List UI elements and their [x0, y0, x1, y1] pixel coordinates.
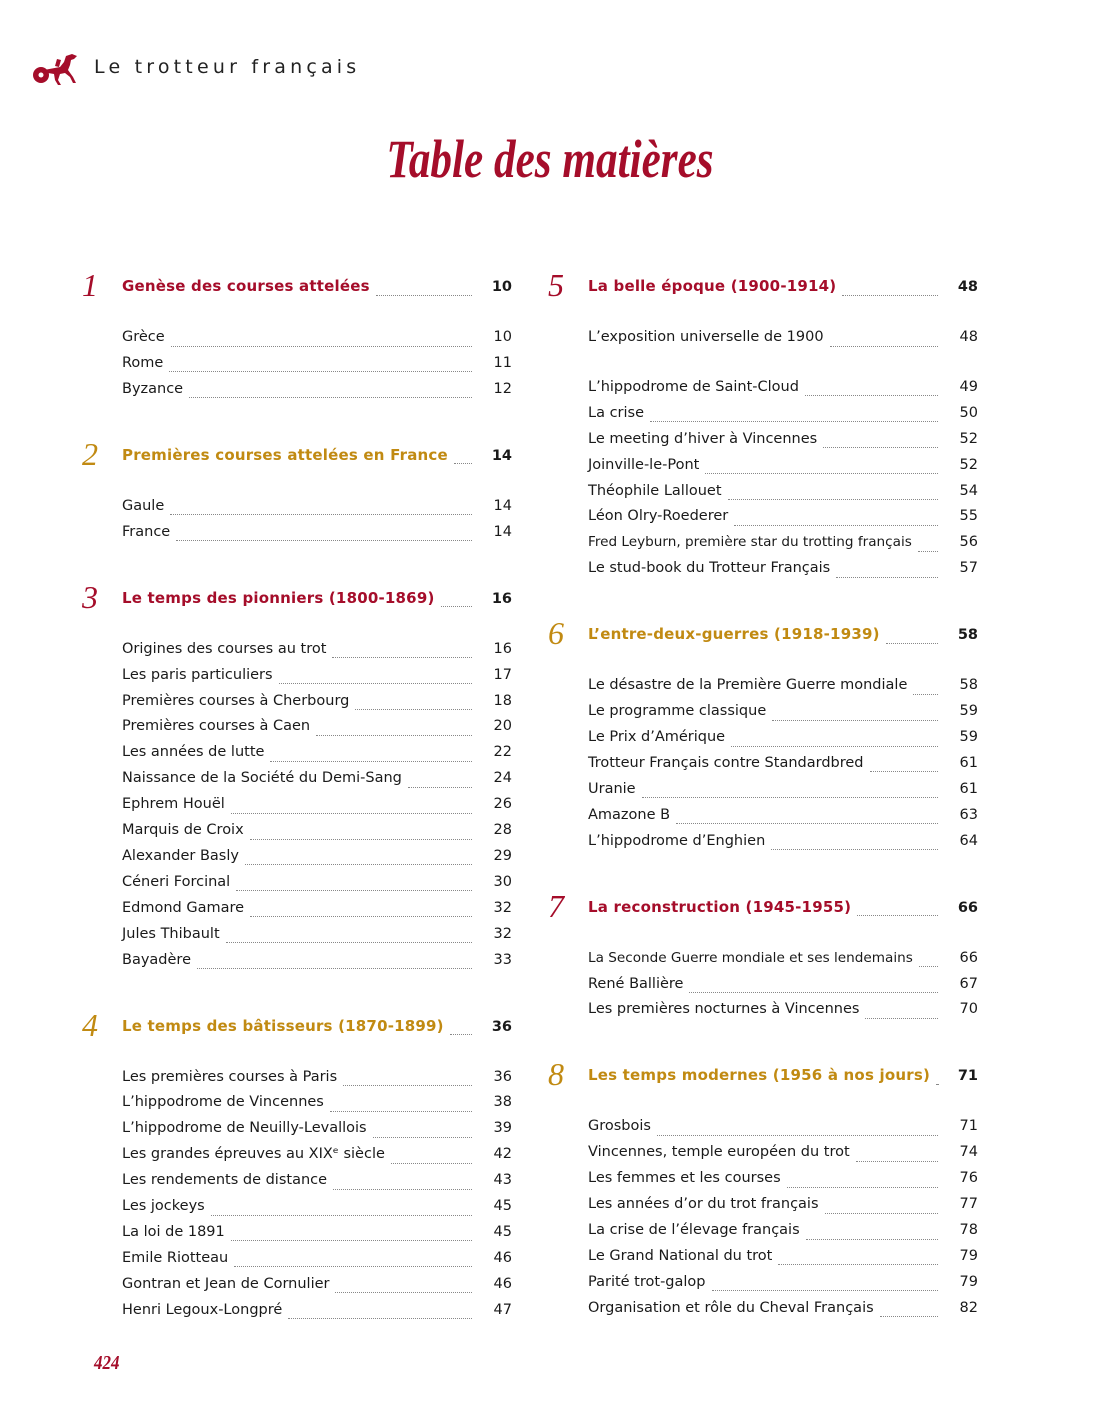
- toc-entry[interactable]: [588, 506, 978, 530]
- entry-title: La crise de l’élevage français: [588, 1222, 800, 1238]
- toc-entry[interactable]: [588, 1168, 978, 1192]
- entry-page-number: 29: [493, 847, 512, 864]
- dot-leader: [279, 673, 472, 684]
- entry-page-number: 77: [959, 1196, 978, 1213]
- dot-leader: [343, 1075, 472, 1086]
- entry-title: Organisation et rôle du Cheval Français: [588, 1299, 874, 1316]
- entry-title: Bayadère: [122, 951, 191, 968]
- dot-leader: [778, 1254, 938, 1265]
- dot-leader: [236, 880, 472, 891]
- toc-entry[interactable]: [122, 1067, 512, 1091]
- entry-page-number: 32: [493, 925, 512, 942]
- dot-leader: [865, 1008, 938, 1019]
- entry-page-number: 39: [493, 1120, 512, 1137]
- dot-leader: [189, 387, 472, 398]
- toc-entry[interactable]: [122, 639, 512, 663]
- chapter-page-number: 10: [491, 279, 512, 295]
- toc-entry[interactable]: [588, 805, 978, 829]
- toc-entry[interactable]: [588, 1246, 978, 1270]
- entry-page-number: 82: [959, 1299, 978, 1316]
- toc-entry[interactable]: [122, 1222, 512, 1246]
- toc-entry[interactable]: [122, 327, 512, 351]
- trotter-sulky-logo-icon: [30, 50, 90, 88]
- toc-entry[interactable]: [588, 1194, 978, 1218]
- chapter-number: 7: [548, 887, 564, 924]
- chapter-heading[interactable]: [548, 1056, 978, 1093]
- page-number: 424: [94, 1352, 120, 1374]
- dot-leader: [288, 1308, 472, 1319]
- entry-page-number: 30: [493, 873, 512, 890]
- entry-page-number: 55: [959, 508, 978, 525]
- entry-title: La Seconde Guerre mondiale et ses lendemains: [588, 949, 913, 966]
- entry-page-number: 18: [493, 692, 512, 709]
- dot-leader: [250, 906, 472, 917]
- entry-page-number: 71: [959, 1118, 978, 1135]
- entry-page-number: 14: [493, 523, 512, 540]
- dot-leader: [657, 1125, 938, 1136]
- chapter-title: Genèse des courses attelées: [122, 277, 370, 295]
- entry-page-number: 59: [959, 703, 978, 720]
- entry-page-number: 63: [959, 806, 978, 823]
- dot-leader: [231, 803, 472, 814]
- dot-leader: [197, 958, 472, 969]
- toc-entry[interactable]: [122, 1092, 512, 1116]
- toc-entry[interactable]: [122, 820, 512, 844]
- dot-leader: [842, 285, 938, 296]
- chapter-heading[interactable]: [82, 1006, 512, 1043]
- entry-title: Les rendements de distance: [122, 1172, 328, 1189]
- dot-leader: [728, 489, 938, 500]
- entry-title: Origines des courses au trot: [122, 640, 327, 657]
- dot-leader: [772, 710, 938, 721]
- entry-title: L’hippodrome de Neuilly-Levallois: [122, 1120, 367, 1137]
- toc-entry[interactable]: [588, 558, 978, 582]
- dot-leader: [335, 1282, 472, 1293]
- dot-leader: [330, 1101, 472, 1112]
- dot-leader: [880, 1306, 938, 1317]
- entry-page-number: 61: [959, 754, 978, 771]
- chapter-page-number: 66: [957, 899, 978, 916]
- entry-page-number: 67: [959, 975, 978, 992]
- toc-entry[interactable]: [588, 1116, 978, 1140]
- entry-page-number: 52: [959, 430, 978, 447]
- dot-leader: [870, 761, 939, 772]
- toc-entry[interactable]: [122, 1170, 512, 1194]
- dot-leader: [441, 596, 472, 607]
- entry-page-number: 50: [959, 404, 978, 421]
- dot-leader: [857, 905, 938, 916]
- entry-page-number: 56: [959, 534, 978, 551]
- entry-title: Premières courses à Cherbourg: [122, 692, 350, 709]
- entry-title: Emile Riotteau: [122, 1249, 229, 1266]
- chapter-title: La belle époque (1900-1914): [588, 277, 837, 295]
- entry-page-number: 64: [959, 832, 978, 849]
- dot-leader: [836, 567, 938, 578]
- chapter-heading[interactable]: [82, 435, 512, 472]
- toc-entry[interactable]: [588, 1272, 978, 1296]
- dot-leader: [170, 504, 472, 515]
- entry-page-number: 48: [959, 329, 978, 345]
- entry-page-number: 45: [493, 1198, 512, 1214]
- entry-page-number: 42: [493, 1146, 512, 1163]
- entry-page-number: 54: [959, 482, 978, 499]
- entry-title: René Ballière: [588, 975, 684, 992]
- entry-page-number: 52: [959, 456, 978, 473]
- toc-entry[interactable]: [122, 379, 512, 403]
- entry-title: Alexander Basly: [122, 847, 239, 864]
- toc-entry[interactable]: [588, 403, 978, 427]
- entry-page-number: 79: [959, 1247, 978, 1264]
- entry-page-number: 22: [493, 744, 512, 761]
- dot-leader: [454, 453, 472, 464]
- entry-title: Le désastre de la Première Guerre mondiale: [588, 677, 908, 694]
- dot-leader: [823, 437, 938, 448]
- dot-leader: [642, 787, 938, 798]
- toc-entry[interactable]: [122, 522, 512, 546]
- entry-page-number: 38: [493, 1094, 512, 1111]
- entry-page-number: 74: [959, 1144, 978, 1161]
- chapter-page-number: 58: [957, 627, 978, 644]
- dot-leader: [211, 1205, 472, 1216]
- toc-entry[interactable]: [588, 455, 978, 479]
- toc-entry[interactable]: [588, 1298, 978, 1322]
- dot-leader: [830, 336, 938, 347]
- toc-entry[interactable]: [588, 779, 978, 803]
- toc-entry[interactable]: [588, 1220, 978, 1244]
- entry-title: Henri Legoux-Longpré: [122, 1301, 283, 1318]
- entry-page-number: 76: [959, 1170, 978, 1187]
- chapter-page-number: 14: [491, 447, 512, 464]
- chapter-page-number: 36: [491, 1018, 512, 1035]
- entry-page-number: 10: [493, 329, 512, 345]
- toc-entry[interactable]: [122, 794, 512, 818]
- entry-title: Ephrem Houël: [122, 796, 225, 813]
- entry-title: Les premières courses à Paris: [122, 1068, 338, 1085]
- toc-entry[interactable]: [122, 1196, 512, 1220]
- dot-leader: [806, 1229, 938, 1240]
- chapter-title: Premières courses attelées en France: [122, 445, 448, 464]
- dot-leader: [391, 1153, 472, 1164]
- entry-title: L’hippodrome de Vincennes: [122, 1094, 324, 1111]
- entry-page-number: 70: [959, 1001, 978, 1018]
- chapter-number: 1: [82, 267, 98, 303]
- book-title: Le trotteur français: [94, 56, 361, 78]
- entry-page-number: 24: [493, 770, 512, 787]
- toc-entry[interactable]: [588, 727, 978, 751]
- entry-title: Gontran et Jean de Cornulier: [122, 1275, 330, 1292]
- dot-leader: [231, 1230, 472, 1241]
- entry-title: Rome: [122, 354, 164, 371]
- dot-leader: [250, 829, 472, 840]
- entry-title: Grosbois: [588, 1118, 651, 1135]
- entry-title: Joinville-le-Pont: [588, 456, 700, 473]
- chapter-title: Les temps modernes (1956 à nos jours): [588, 1066, 930, 1085]
- entry-page-number: 57: [959, 560, 978, 577]
- dot-leader: [856, 1151, 938, 1162]
- entry-title: France: [122, 523, 171, 540]
- toc-entry[interactable]: [122, 742, 512, 766]
- toc-entry[interactable]: [122, 924, 512, 948]
- toc-entry[interactable]: [122, 1248, 512, 1272]
- dot-leader: [771, 839, 938, 850]
- toc-entry[interactable]: [588, 429, 978, 453]
- entry-page-number: 14: [493, 497, 512, 514]
- toc-entry[interactable]: [588, 948, 978, 972]
- toc-entry[interactable]: [122, 496, 512, 520]
- toc-entry[interactable]: [588, 377, 978, 401]
- toc-entry[interactable]: [122, 1300, 512, 1324]
- chapter-heading[interactable]: [548, 267, 978, 303]
- toc-entry[interactable]: [122, 1274, 512, 1298]
- entry-page-number: 78: [959, 1222, 978, 1238]
- toc-entry[interactable]: [122, 768, 512, 792]
- entry-title: Grèce: [122, 329, 165, 345]
- chapter-number: 8: [548, 1056, 564, 1093]
- chapter-heading[interactable]: [548, 887, 978, 924]
- entry-title: Les années d’or du trot français: [588, 1196, 819, 1213]
- entry-title: Les paris particuliers: [122, 666, 273, 683]
- chapter-title: Le temps des bâtisseurs (1870-1899): [122, 1016, 444, 1035]
- entry-page-number: 79: [959, 1273, 978, 1290]
- entry-page-number: 28: [493, 822, 512, 838]
- toc-entry[interactable]: [122, 353, 512, 377]
- toc-entry[interactable]: [588, 1142, 978, 1166]
- dot-leader: [450, 1024, 472, 1035]
- entry-page-number: 20: [493, 718, 512, 735]
- entry-page-number: 47: [493, 1301, 512, 1318]
- toc-entry[interactable]: [122, 1118, 512, 1142]
- toc-entry[interactable]: [588, 753, 978, 777]
- toc-entry[interactable]: [588, 327, 978, 351]
- dot-leader: [734, 515, 938, 526]
- entry-title: Marquis de Croix: [122, 822, 244, 838]
- entry-title: Premières courses à Caen: [122, 718, 311, 735]
- toc-entry[interactable]: [122, 1144, 512, 1168]
- entry-page-number: 36: [493, 1068, 512, 1085]
- toc-entry[interactable]: [588, 532, 978, 556]
- toc-entry[interactable]: [122, 716, 512, 740]
- entry-title: La crise: [588, 404, 645, 421]
- entry-title: Le meeting d’hiver à Vincennes: [588, 430, 818, 447]
- dot-leader: [376, 285, 472, 296]
- dot-leader: [373, 1127, 472, 1138]
- dot-leader: [408, 777, 472, 788]
- entry-title: L’exposition universelle de 1900: [588, 329, 824, 345]
- entry-page-number: 46: [493, 1275, 512, 1292]
- entry-title: Le Grand National du trot: [588, 1247, 773, 1264]
- entry-page-number: 11: [493, 354, 512, 371]
- dot-leader: [355, 699, 472, 710]
- entry-title: Théophile Lallouet: [588, 482, 722, 499]
- toc-entry[interactable]: [122, 691, 512, 715]
- entry-page-number: 49: [959, 378, 978, 395]
- chapter-heading[interactable]: [82, 578, 512, 615]
- dot-leader: [176, 530, 472, 541]
- page-title: Table des matières: [386, 129, 714, 189]
- dot-leader: [270, 751, 472, 762]
- dot-leader: [226, 932, 472, 943]
- chapter-number: 5: [548, 267, 564, 303]
- dot-leader: [787, 1177, 938, 1188]
- entry-title: Uranie: [588, 780, 636, 797]
- dot-leader: [169, 361, 472, 372]
- chapter-page-number: 71: [957, 1068, 978, 1085]
- dot-leader: [333, 1179, 472, 1190]
- entry-title: Vincennes, temple européen du trot: [588, 1144, 850, 1161]
- entry-title: La loi de 1891: [122, 1223, 225, 1240]
- toc-entry[interactable]: [122, 846, 512, 870]
- dot-leader: [731, 736, 938, 747]
- entry-page-number: 58: [959, 677, 978, 694]
- toc-entry[interactable]: [122, 898, 512, 922]
- dot-leader: [936, 1074, 938, 1085]
- entry-page-number: 66: [959, 949, 978, 966]
- entry-title: Léon Olry-Roederer: [588, 508, 729, 525]
- entry-page-number: 43: [493, 1172, 512, 1189]
- entry-title: Jules Thibault: [122, 925, 220, 942]
- entry-page-number: 61: [959, 780, 978, 797]
- entry-page-number: 45: [493, 1223, 512, 1240]
- entry-page-number: 33: [493, 951, 512, 968]
- dot-leader: [332, 647, 472, 658]
- toc-entry[interactable]: [588, 974, 978, 998]
- toc-entry[interactable]: [122, 665, 512, 689]
- dot-leader: [245, 854, 472, 865]
- dot-leader: [712, 1280, 939, 1291]
- entry-page-number: 16: [493, 640, 512, 657]
- chapter-heading[interactable]: [82, 267, 512, 303]
- entry-title: Les grandes épreuves au XIXᵉ siècle: [122, 1146, 385, 1163]
- dot-leader: [805, 385, 938, 396]
- toc-entry[interactable]: [122, 872, 512, 896]
- dot-leader: [689, 982, 938, 993]
- dot-leader: [918, 541, 938, 552]
- entry-title: Trotteur Français contre Standardbred: [588, 754, 864, 771]
- entry-title: Gaule: [122, 497, 165, 514]
- entry-title: Le Prix d’Amérique: [588, 729, 726, 745]
- entry-title: Naissance de la Société du Demi-Sang: [122, 770, 402, 787]
- entry-title: Edmond Gamare: [122, 899, 245, 916]
- dot-leader: [825, 1203, 938, 1214]
- chapter-page-number: 16: [491, 590, 512, 607]
- entry-title: Les femmes et les courses: [588, 1170, 781, 1187]
- entry-title: L’hippodrome de Saint-Cloud: [588, 378, 799, 395]
- dot-leader: [913, 684, 938, 695]
- dot-leader: [886, 633, 938, 644]
- dot-leader: [650, 411, 938, 422]
- entry-title: Le programme classique: [588, 703, 767, 720]
- toc-entry[interactable]: [122, 950, 512, 974]
- toc-entry[interactable]: [588, 481, 978, 505]
- chapter-title: Le temps des pionniers (1800-1869): [122, 588, 435, 607]
- chapter-number: 4: [82, 1006, 98, 1043]
- toc-entry[interactable]: [588, 701, 978, 725]
- toc-entry[interactable]: [588, 675, 978, 699]
- entry-page-number: 59: [959, 729, 978, 745]
- entry-title: Les jockeys: [122, 1198, 205, 1214]
- entry-page-number: 46: [493, 1249, 512, 1266]
- entry-title: Les années de lutte: [122, 744, 265, 761]
- entry-page-number: 17: [493, 666, 512, 683]
- chapter-number: 2: [82, 435, 98, 472]
- dot-leader: [705, 463, 938, 474]
- chapter-page-number: 48: [957, 279, 978, 295]
- entry-title: Amazone B: [588, 806, 671, 823]
- chapter-number: 3: [82, 578, 98, 615]
- chapter-heading[interactable]: [548, 615, 978, 652]
- dot-leader: [676, 813, 938, 824]
- entry-title: Le stud-book du Trotteur Français: [588, 560, 831, 577]
- toc-entry[interactable]: [588, 831, 978, 855]
- entry-title: Parité trot-galop: [588, 1273, 706, 1290]
- dot-leader: [316, 725, 472, 736]
- dot-leader: [919, 956, 938, 967]
- toc-entry[interactable]: [588, 999, 978, 1023]
- entry-page-number: 32: [493, 899, 512, 916]
- chapter-title: La reconstruction (1945-1955): [588, 897, 852, 916]
- dot-leader: [171, 336, 472, 347]
- entry-page-number: 26: [493, 796, 512, 813]
- chapter-number: 6: [548, 615, 564, 652]
- entry-title: Céneri Forcinal: [122, 873, 231, 890]
- entry-title: Les premières nocturnes à Vincennes: [588, 1001, 860, 1018]
- entry-title: Byzance: [122, 380, 184, 397]
- entry-title: Fred Leyburn, première star du trotting français: [588, 534, 912, 551]
- chapter-title: L’entre-deux-guerres (1918-1939): [588, 625, 880, 644]
- entry-title: L’hippodrome d’Enghien: [588, 832, 766, 849]
- dot-leader: [234, 1256, 472, 1267]
- entry-page-number: 12: [493, 380, 512, 397]
